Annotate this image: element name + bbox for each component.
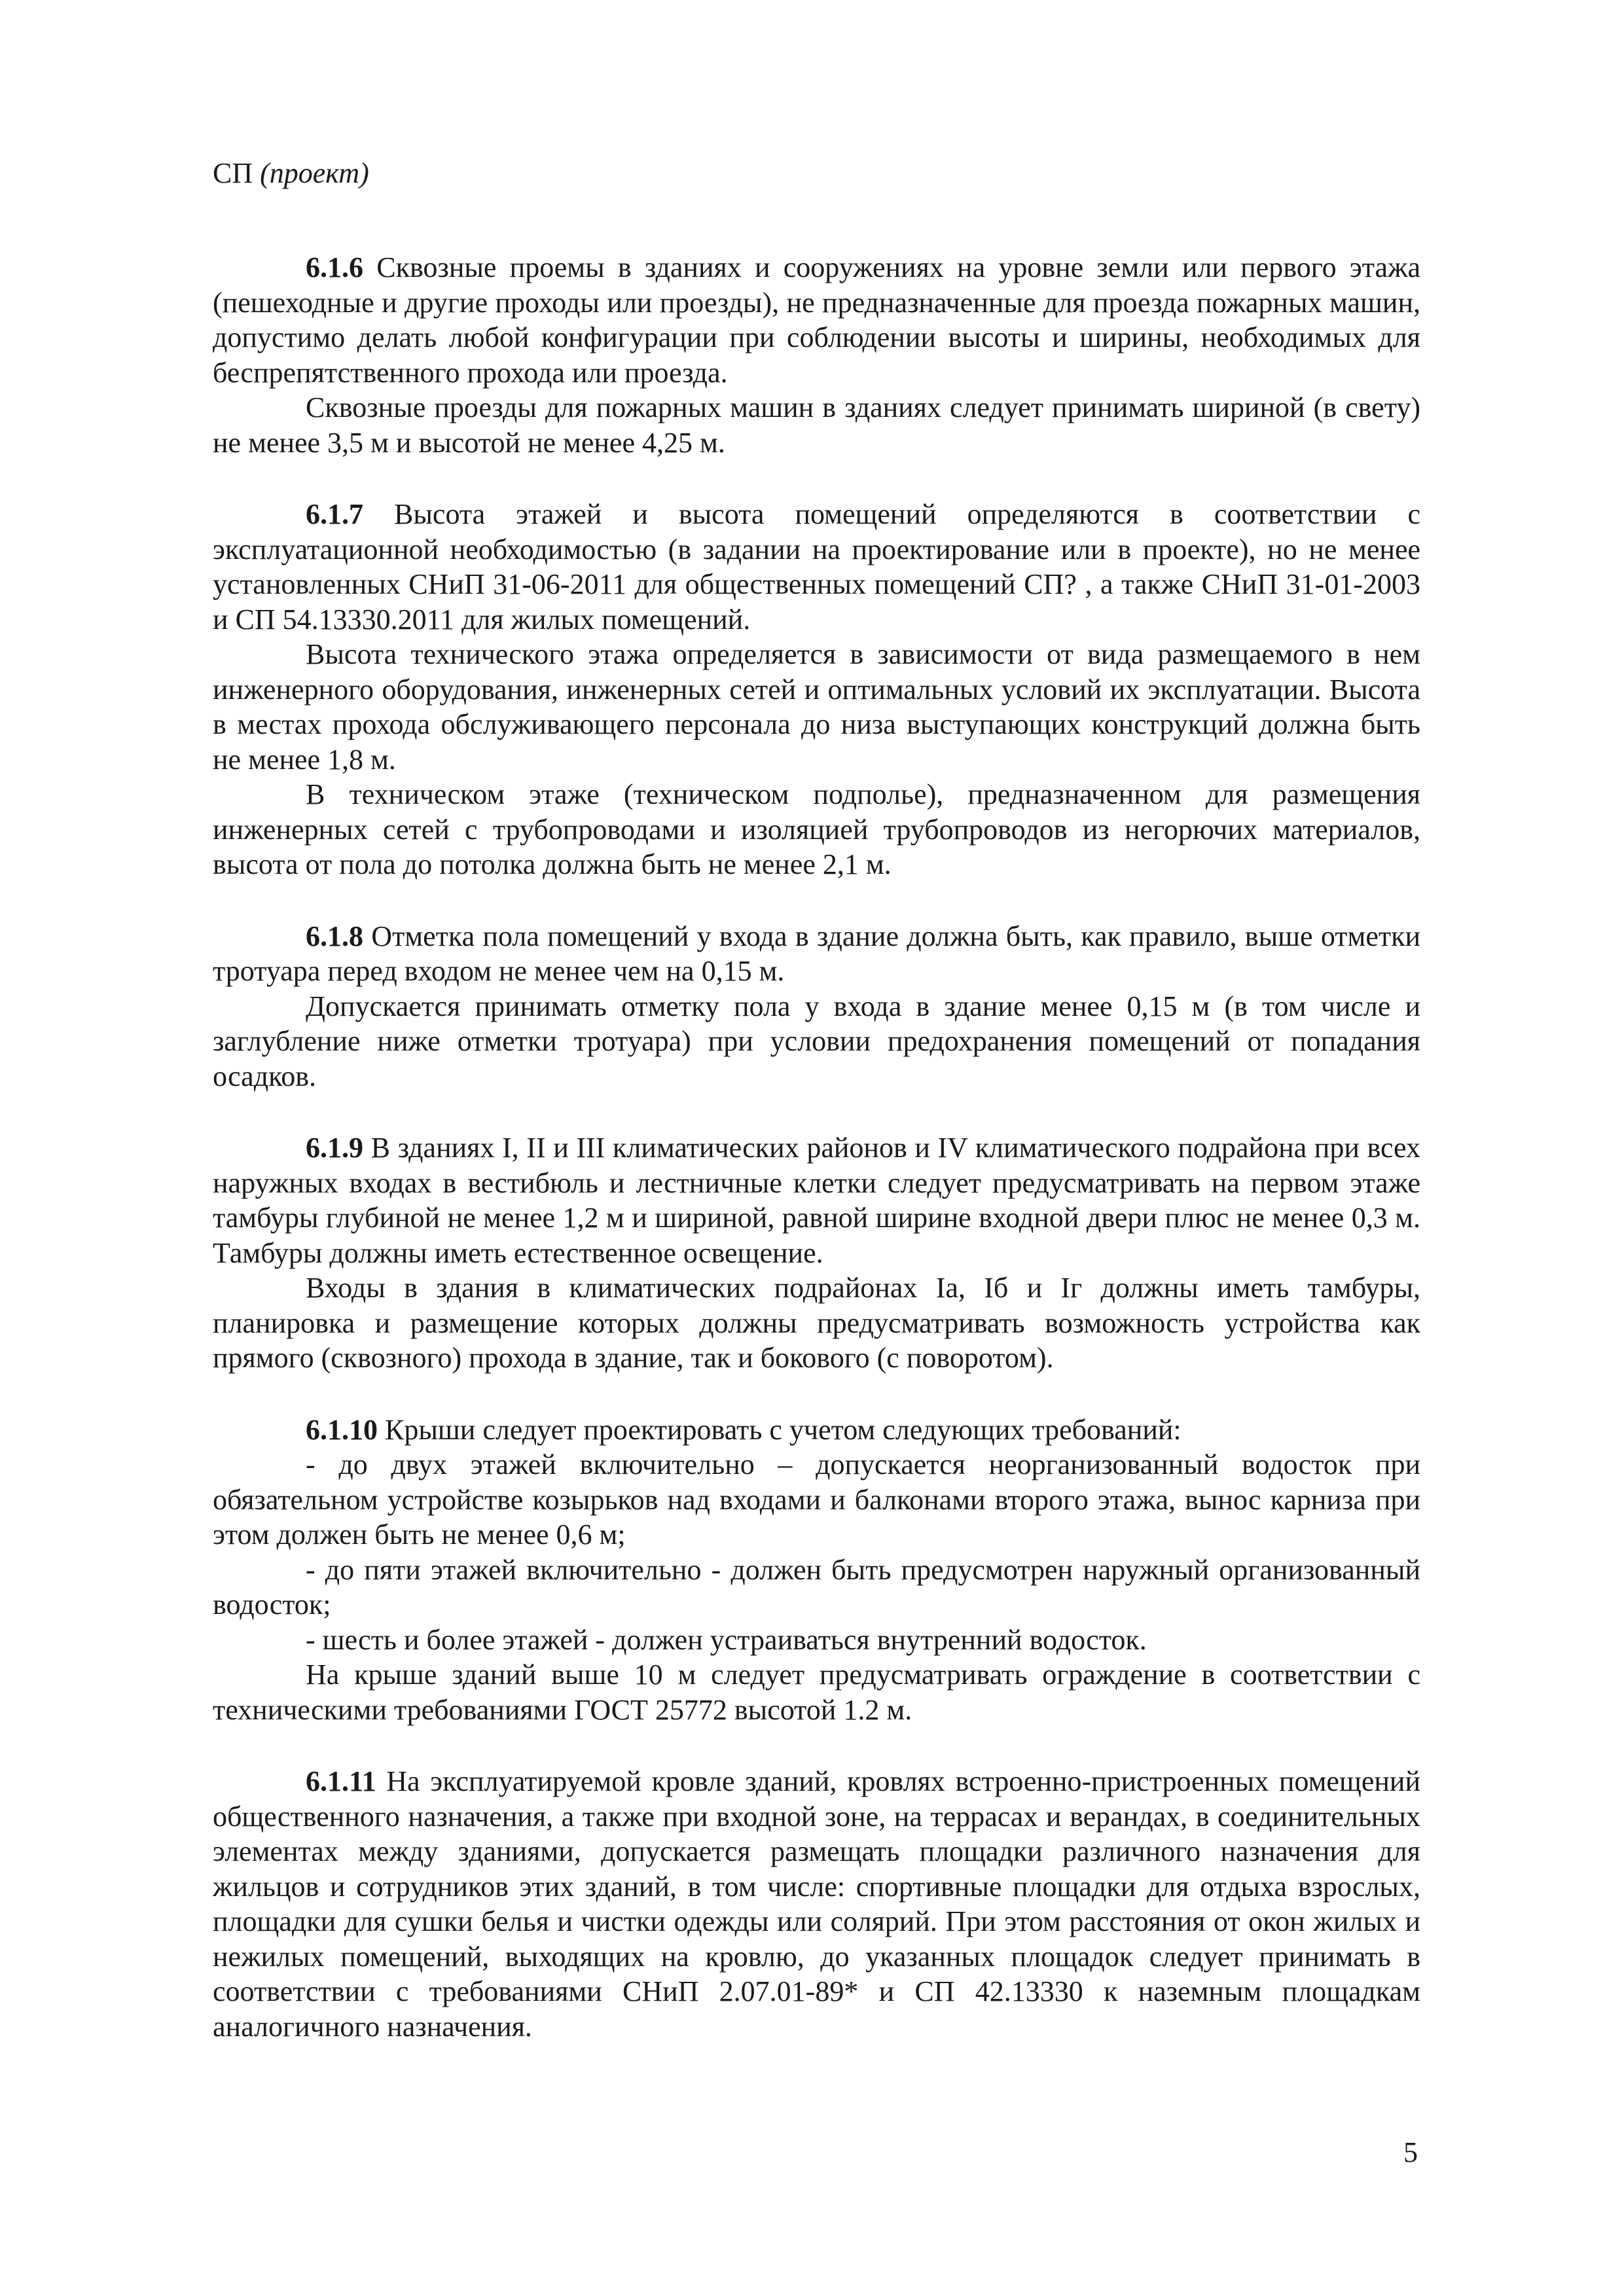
paragraph bbox=[213, 919, 1420, 989]
list-item: - шесть и более этажей - должен устраиваться внутренний водосток. bbox=[306, 1623, 1147, 1656]
paragraph bbox=[213, 497, 1420, 637]
page-header bbox=[213, 156, 369, 191]
paragraph: Высота технического этажа определяется в зависимости от вида размещаемого в нем инженерного оборудования, инженерных сетей и оптимальных условий их эксплуатации. Высота в местах прохода обслуживающего персонала до низа выступающих конструкций должна быть не менее 1,8 м. bbox=[213, 638, 1420, 776]
paragraph: В техническом этаже (техническом подполье), предназначенном для размещения инженерных сетей с трубопроводами и изоляцией трубопроводов из негорючих материалов, высота от пола до потолка должна быть не менее 2,1 м. bbox=[213, 778, 1420, 880]
list-item: - до двух этажей включительно – допускается неорганизованный водосток при обязательном устройстве козырьков над входами и балконами второго этажа, вынос карниза при этом должен быть не менее 0,6 м; bbox=[213, 1448, 1420, 1551]
paragraph-text: На эксплуатируемой кровле зданий, кровлях встроенно-пристроенных помещений общественного назначения, а также при входной зоне, на террасах и верандах, в соединительных элементах между зданиями, допускается размещать площадки различного назначения для жильцов и сотрудников этих зданий, в том числе: спортивные площадки для отдыха взрослых, площадки для сушки белья и чистки одежды или солярий. При этом расстояния от окон жилых и нежилых помещений, выходящих на кровлю, до указанных площадок следует принимать в соответствии с требованиями СНиП 2.07.01-89* и СП 42.13330 к наземным площадкам аналогичного назначения. bbox=[213, 1765, 1421, 2043]
paragraph-text: Отметка пола помещений у входа в здание должна быть, как правило, выше отметки тротуара перед входом не менее чем на 0,15 м. bbox=[213, 920, 1420, 987]
doc-status: (проект) bbox=[260, 157, 369, 189]
paragraph-text: Сквозные проемы в зданиях и сооружениях на уровне земли или первого этажа (пешеходные и другие проходы или проезды), не предназначенные для проезда пожарных машин, допустимо делать любой конфигурации при соблюдении высоты и ширины, необходимых для беспрепятственного прохода или проезда. bbox=[213, 251, 1421, 389]
paragraph bbox=[213, 250, 1420, 390]
document-body bbox=[213, 250, 1420, 2044]
paragraph: Входы в здания в климатических подрайонах Iа, Iб и Iг должны иметь тамбуры, планировка и размещение которых должны предусматривать возможность устройства как прямого (сквозного) прохода в здание, так и бокового (с поворотом). bbox=[213, 1272, 1420, 1374]
paragraph: На крыше зданий выше 10 м следует предусматривать ограждение в соответствии с техническими требованиями ГОСТ 25772 высотой 1.2 м. bbox=[213, 1659, 1420, 1726]
section-gap bbox=[213, 460, 1420, 497]
section-number: 6.1.8 bbox=[306, 920, 363, 952]
list-item: - до пяти этажей включительно - должен быть предусмотрен наружный организованный водосток; bbox=[213, 1553, 1420, 1621]
section-number: 6.1.7 bbox=[306, 498, 363, 530]
paragraph bbox=[213, 1130, 1420, 1270]
paragraph: Сквозные проезды для пожарных машин в зданиях следует принимать шириной (в свету) не менее 3,5 м и высотой не менее 4,25 м. bbox=[213, 391, 1420, 459]
section-number: 6.1.11 bbox=[306, 1765, 376, 1797]
paragraph-text: Крыши следует проектировать с учетом следующих требований: bbox=[385, 1413, 1182, 1446]
section-gap bbox=[213, 1376, 1420, 1412]
section-gap bbox=[213, 1727, 1420, 1764]
section-gap bbox=[213, 882, 1420, 919]
doc-code: СП bbox=[213, 157, 253, 189]
section-number: 6.1.6 bbox=[306, 251, 363, 283]
paragraph: Допускается принимать отметку пола у входа в здание менее 0,15 м (в том числе и заглубление ниже отметки тротуара) при условии предохранения помещений от попадания осадков. bbox=[213, 990, 1420, 1092]
paragraph bbox=[213, 1412, 1420, 1448]
section-number: 6.1.9 bbox=[306, 1132, 363, 1164]
paragraph-text: Высота этажей и высота помещений определяются в соответствии с эксплуатационной необходимостью (в задании на проектирование или в проекте), но не менее установленных СНиП 31-06-2011 для общественных помещений СП? , а также СНиП 31-01-2003 и СП 54.13330.2011 для жилых помещений. bbox=[213, 498, 1420, 636]
section-gap bbox=[213, 1094, 1420, 1130]
page-number: 5 bbox=[1403, 2136, 1418, 2168]
paragraph-text: В зданиях I, II и III климатических районов и IV климатического подрайона при всех наружных входах в вестибюль и лестничные клетки следует предусматривать на первом этаже тамбуры глубиной не менее 1,2 м и шириной, равной ширине входной двери плюс не менее 0,3 м. Тамбуры должны иметь естественное освещение. bbox=[213, 1132, 1421, 1269]
section-number: 6.1.10 bbox=[306, 1413, 378, 1446]
paragraph bbox=[213, 1764, 1420, 2044]
